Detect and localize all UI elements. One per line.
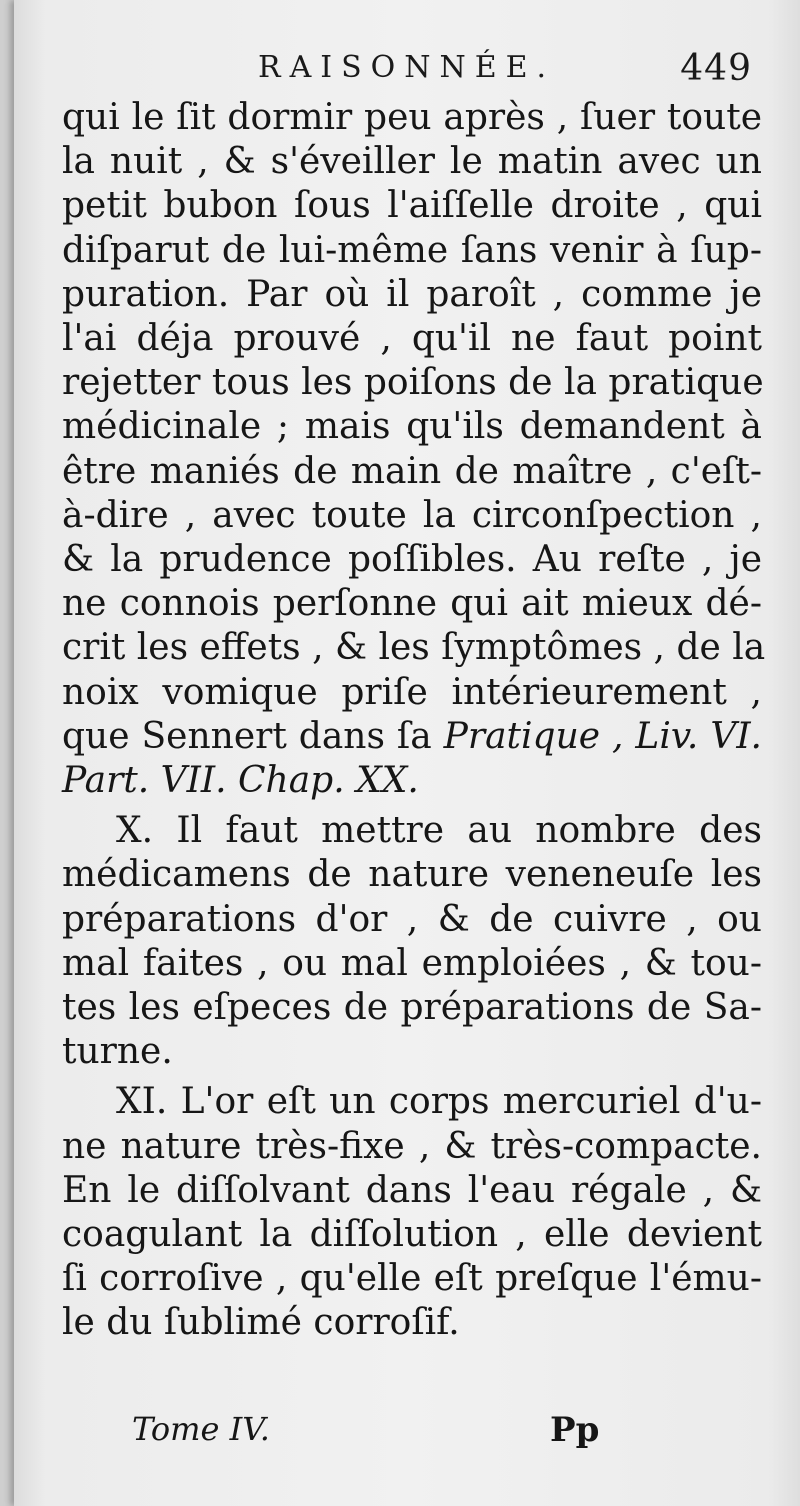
paragraph-xi-line: le du ſublimé corroſif. xyxy=(62,1302,460,1344)
text-line: & la prudence poſſibles. Au reſte , je xyxy=(62,539,762,581)
paragraph-x-line: médicamens de nature veneneuſe les xyxy=(62,854,762,896)
volume-label: Tome IV. xyxy=(132,1410,270,1448)
text-line: diſparut de lui-même ſans venir à ſup- xyxy=(62,229,762,271)
book-page xyxy=(14,0,800,1506)
text-line: petit bubon ſous l'aiſſelle droite , qui xyxy=(62,185,762,227)
paragraph-x-line: mal faites , ou mal emploiées , & tou- xyxy=(62,942,762,984)
citation-line xyxy=(62,715,762,759)
text-line: crit les effets , & les ſymptômes , de la xyxy=(62,627,766,669)
text-line: à-dire , avec toute la circonſpection , xyxy=(62,494,762,536)
text-line: rejetter tous les poiſons de la pratique xyxy=(62,362,764,404)
text-line: qui le ſit dormir peu après , ſuer toute xyxy=(62,97,762,138)
paragraph-x-line: tes les eſpeces de préparations de Sa- xyxy=(62,987,762,1029)
body-text xyxy=(62,96,766,1346)
text-line: puration. Par où il paroît , comme je xyxy=(62,273,762,315)
page-header xyxy=(14,48,800,88)
paragraph-xi-line: ſi corroſive , qu'elle eſt preſque l'ému- xyxy=(62,1258,762,1300)
citation-lead: que Sennert dans ſa xyxy=(62,715,444,757)
text-line: la nuit , & s'éveiller le matin avec un xyxy=(62,141,762,183)
paragraph-x-line: préparations d'or , & de cuivre , ou xyxy=(62,898,762,940)
paragraph-xi-line: XI. L'or eſt un corps mercuriel d'u- xyxy=(116,1081,762,1123)
paragraph-xi-line: ne nature très-fixe , & très-compacte. xyxy=(62,1125,762,1167)
text-line: ne connois perſonne qui ait mieux dé- xyxy=(62,583,762,625)
page-number: 449 xyxy=(680,48,752,89)
paragraph-xi-line: coagulant la diſſolution , elle devient xyxy=(62,1214,762,1256)
paragraph-x-line: turne. xyxy=(62,1031,173,1073)
text-line: noix vomique priſe intérieurement , xyxy=(62,671,762,713)
text-line: être maniés de main de maître , c'eſt- xyxy=(62,450,762,492)
paragraph-x-line: X. Il faut mettre au nombre des xyxy=(116,810,762,852)
citation-part: Part. VII. Chap. XX. xyxy=(62,760,419,802)
text-line: l'ai déja prouvé , qu'il ne faut point xyxy=(62,318,762,360)
signature-mark: Pp xyxy=(550,1410,600,1450)
page-footer xyxy=(14,1410,800,1460)
running-head: RAISONNÉE. xyxy=(258,50,556,85)
text-line: médicinale ; mais qu'ils demandent à xyxy=(62,406,762,448)
paragraph-xi-line: En le diſſolvant dans l'eau régale , & xyxy=(62,1169,762,1211)
citation-work: Pratique , Liv. VI. xyxy=(443,715,762,757)
